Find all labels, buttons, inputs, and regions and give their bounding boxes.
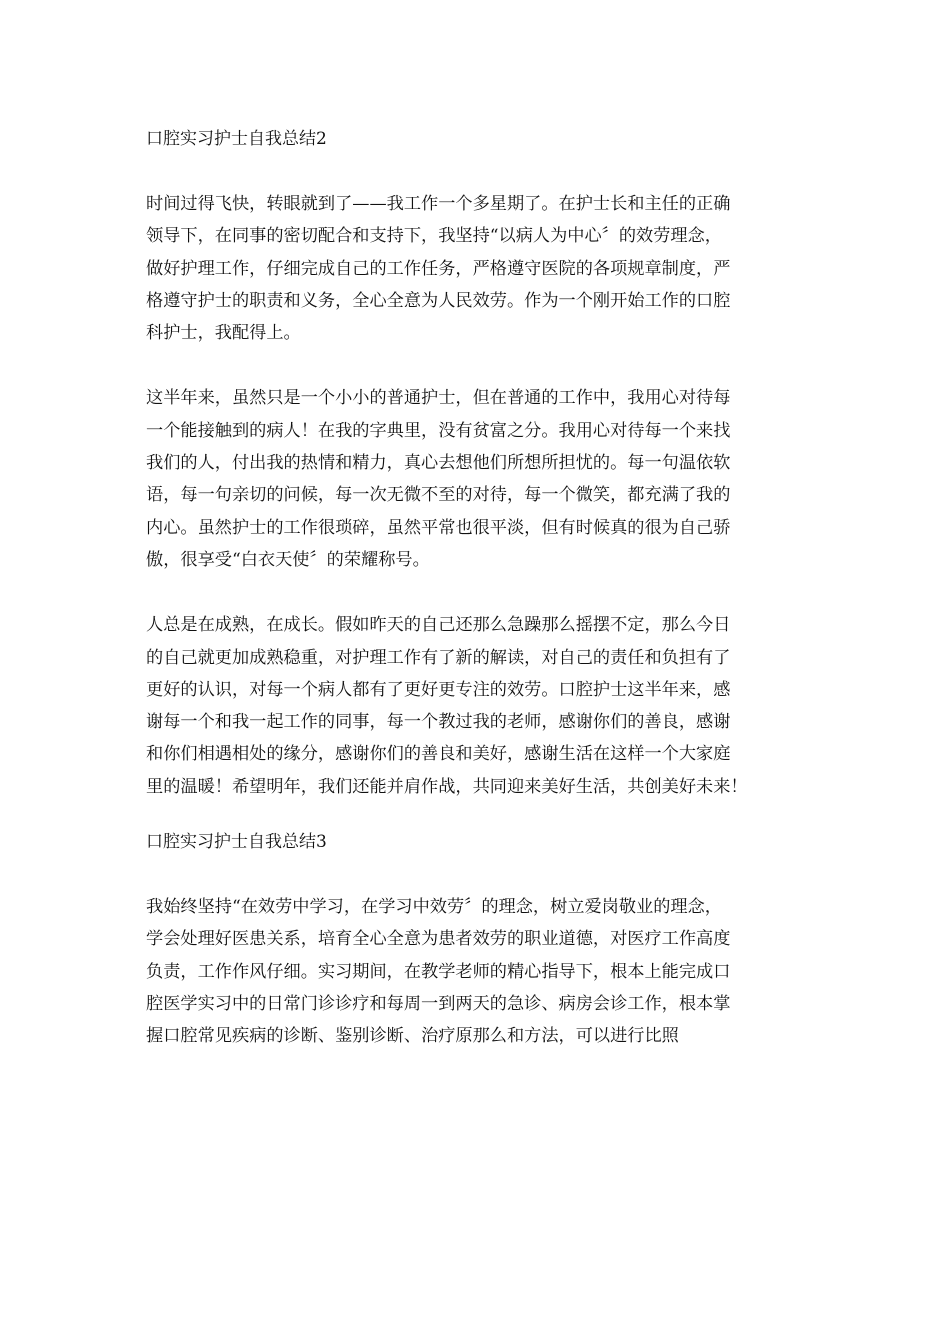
paragraph [146, 891, 816, 1052]
text-line: 和你们相遇相处的缘分，感谢你们的善良和美好，感谢生活在这样一个大家庭 [146, 744, 731, 765]
paragraph [146, 188, 816, 349]
text-line: 科护士，我配得上。 [146, 323, 301, 344]
text-line: 一个能接触到的病人！在我的字典里，没有贫富之分。我用心对待每一个来找 [146, 420, 731, 441]
paragraph [146, 609, 816, 803]
text-line: 腔医学实习中的日常门诊诊疗和每周一到两天的急诊、病房会诊工作，根本掌 [146, 993, 731, 1014]
text-line: 内心。虽然护士的工作很琐碎，虽然平常也很平淡，但有时候真的很为自己骄 [146, 517, 731, 538]
document-body [146, 122, 816, 1053]
text-line: 更好的认识，对每一个病人都有了更好更专注的效劳。口腔护士这半年来，感 [146, 679, 731, 700]
paragraph [146, 382, 816, 576]
text-line: 的自己就更加成熟稳重，对护理工作有了新的解读，对自己的责任和负担有了 [146, 647, 731, 668]
section-title: 口腔实习护士自我总结2 [146, 129, 327, 149]
text-line: 时间过得飞快，转眼就到了——我工作一个多星期了。在护士长和主任的正确 [146, 194, 731, 214]
text-line: 里的温暖！希望明年，我们还能并肩作战，共同迎来美好生活，共创美好未来！ [146, 776, 748, 797]
text-line: 学会处理好医患关系，培育全心全意为患者效劳的职业道德，对医疗工作高度 [146, 929, 731, 950]
text-line: 傲，很享受“白衣天使〞的荣耀称号。 [146, 549, 430, 570]
text-line: 我始终坚持“在效劳中学习，在学习中效劳〞的理念，树立爱岗敬业的理念， [146, 897, 722, 918]
text-line: 这半年来，虽然只是一个小小的普通护士，但在普通的工作中，我用心对待每 [146, 388, 731, 409]
text-line: 握口腔常见疾病的诊断、鉴别诊断、治疗原那么和方法，可以进行比照 [146, 1026, 679, 1047]
text-line: 负责，工作作风仔细。实习期间，在教学老师的精心指导下，根本上能完成口 [146, 961, 731, 982]
section-title: 口腔实习护士自我总结3 [146, 832, 327, 853]
text-line: 谢每一个和我一起工作的同事，每一个教过我的老师，感谢你们的善良，感谢 [146, 712, 731, 733]
text-line: 领导下，在同事的密切配合和支持下，我坚持“以病人为中心〞的效劳理念， [146, 226, 722, 247]
text-line: 我们的人，付出我的热情和精力，真心去想他们所想所担忧的。每一句温依软 [146, 453, 731, 474]
text-line: 人总是在成熟，在成长。假如昨天的自己还那么急躁那么摇摆不定，那么今日 [146, 615, 731, 636]
text-line: 语，每一句亲切的问候，每一次无微不至的对待，每一个微笑，都充满了我的 [146, 485, 731, 506]
text-line: 格遵守护士的职责和义务，全心全意为人民效劳。作为一个刚开始工作的口腔 [146, 290, 731, 311]
text-line: 做好护理工作，仔细完成自己的工作任务，严格遵守医院的各项规章制度，严 [146, 258, 731, 279]
